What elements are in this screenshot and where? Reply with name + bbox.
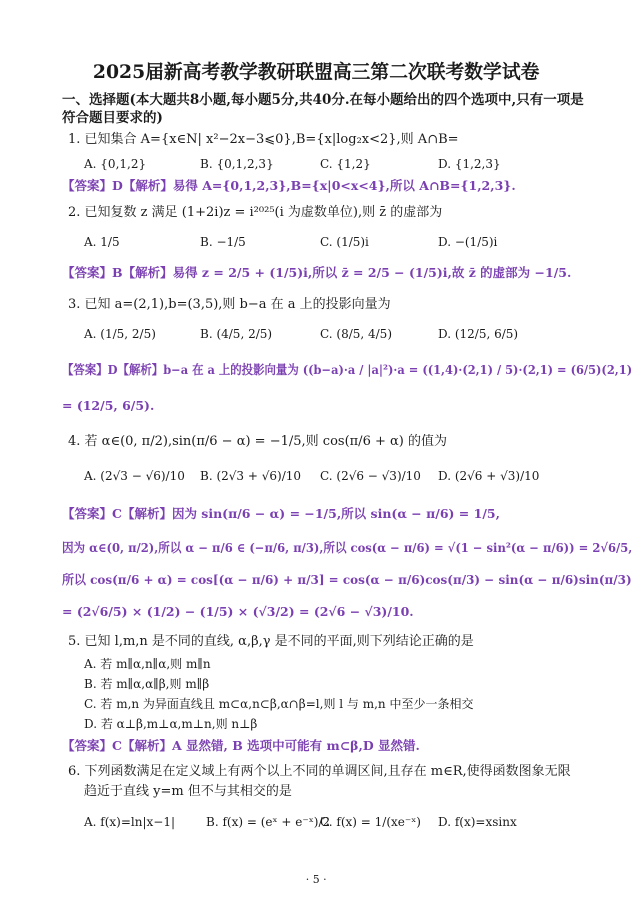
q2-option-d: D. −(1/5)i [438,235,498,249]
q3-option-c: C. (8/5, 4/5) [320,327,392,341]
q3-option-d: D. (12/5, 6/5) [438,327,519,341]
q5-option-a: A. 若 m∥α,n∥α,则 m∥n [84,657,211,671]
q6-option-b: B. f(x) = (eˣ + e⁻ˣ)/2 [206,815,331,829]
q4-option-b: B. (2√3 + √6)/10 [200,469,302,483]
q5-option-b: B. 若 m∥α,α∥β,则 m∥β [84,677,210,691]
q4-option-c: C. (2√6 − √3)/10 [320,469,421,483]
q6-option-a: A. f(x)=ln|x−1| [84,815,176,829]
page-number: · 5 · [305,873,327,886]
question-1-stem: 1. 已知集合 A={x∈N| x²−2x−3⩽0},B={x|log₂x<2},则 A∩B= [68,132,459,147]
q6-option-d: D. f(x)=xsinx [438,815,517,829]
q4-answer: 【答案】C【解析】因为 sin(π/6 − α) = −1/5,所以 sin(α − π/6) = 1/5, [62,506,500,521]
q2-option-a: A. 1/5 [84,235,120,249]
q2-answer: 【答案】B【解析】易得 z = 2/5 + (1/5)i,所以 z̄ = 2/5 − (1/5)i,故 z̄ 的虚部为 −1/5. [62,265,572,280]
q4-answer-line-2: 因为 α∈(0, π/2),所以 α − π/6 ∈ (−π/6, π/3),所以 cos(α − π/6) = √(1 − sin²(α − π/6)) = 2√6/5, [62,540,633,555]
q3-answer: 【答案】D【解析】b−a 在 a 上的投影向量为 ((b−a)·a / |a|²)·a = ((1,4)·(2,1) / 5)·(2,1) = (6/5)(2,1) [62,362,633,377]
q4-option-a: A. (2√3 − √6)/10 [84,469,185,483]
question-5-stem: 5. 已知 l,m,n 是不同的直线, α,β,γ 是不同的平面,则下列结论正确的是 [68,634,474,649]
question-4-stem: 4. 若 α∈(0, π/2),sin(π/6 − α) = −1/5,则 cos(π/6 + α) 的值为 [68,434,447,449]
q1-option-c: C. {1,2} [320,157,371,171]
q3-option-b: B. (4/5, 2/5) [200,327,273,341]
page-title: 2025届新高考教学教研联盟高三第二次联考数学试卷 [92,61,540,83]
q5-option-c: C. 若 m,n 为异面直线且 m⊂α,n⊂β,α∩β=l,则 l 与 m,n 中至少一条相交 [84,697,474,711]
q1-option-a: A. {0,1,2} [84,157,147,171]
question-6-stem-cont: 趋近于直线 y=m 但不与其相交的是 [84,784,292,799]
q5-answer: 【答案】C【解析】A 显然错, B 选项中可能有 m⊂β,D 显然错. [62,738,420,753]
section-heading-2: 符合题目要求的) [62,110,163,126]
q2-option-b: B. −1/5 [200,235,246,249]
q3-answer-cont: = (12/5, 6/5). [62,398,155,413]
q4-answer-line-3: 所以 cos(π/6 + α) = cos[(α − π/6) + π/3] = cos(α − π/6)cos(π/3) − sin(α − π/6)sin(π/3) [62,572,632,587]
q4-answer-line-4: = (2√6/5) × (1/2) − (1/5) × (√3/2) = (2√6 − √3)/10. [62,604,414,619]
q3-option-a: A. (1/5, 2/5) [84,327,156,341]
question-6-stem: 6. 下列函数满足在定义域上有两个以上不同的单调区间,且存在 m∈R,使得函数图象无限 [68,764,571,779]
question-2-stem: 2. 已知复数 z 满足 (1+2i)z = i²⁰²⁵(i 为虚数单位),则 z̄ 的虚部为 [68,205,443,220]
q1-option-b: B. {0,1,2,3} [200,157,274,171]
q5-option-d: D. 若 α⊥β,m⊥α,m⊥n,则 n⊥β [84,717,258,731]
q1-answer: 【答案】D【解析】易得 A={0,1,2,3},B={x|0<x<4},所以 A∩B={1,2,3}. [62,178,516,193]
q1-option-d: D. {1,2,3} [438,157,501,171]
q6-option-c: C. f(x) = 1/(xe⁻ˣ) [320,815,421,829]
question-3-stem: 3. 已知 a=(2,1),b=(3,5),则 b−a 在 a 上的投影向量为 [68,297,391,312]
q4-option-d: D. (2√6 + √3)/10 [438,469,540,483]
q2-option-c: C. (1/5)i [320,235,369,249]
section-heading: 一、选择题(本大题共8小题,每小题5分,共40分.在每小题给出的四个选项中,只有一项是 [62,92,584,108]
